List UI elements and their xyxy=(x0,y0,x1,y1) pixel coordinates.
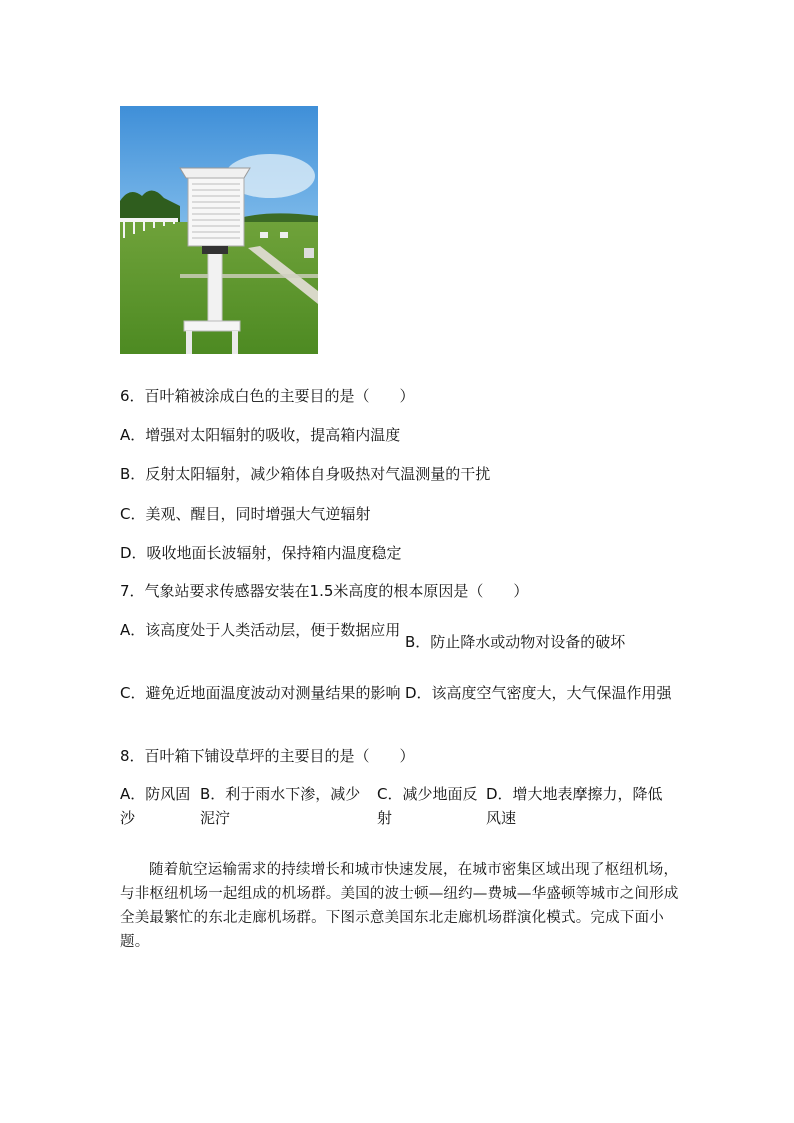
question-8-stem: 8．百叶箱下铺设草坪的主要目的是（ ） xyxy=(120,747,415,765)
question-6-option-b: B．反射太阳辐射，减少箱体自身吸热对气温测量的干扰 xyxy=(120,465,491,483)
question-6-option-c: C．美观、醒目，同时增强大气逆辐射 xyxy=(120,505,371,523)
question-7-option-c: C．避免近地面温度波动对测量结果的影响 xyxy=(120,684,401,702)
question-7-option-a: A．该高度处于人类活动层，便于数据应用 xyxy=(120,621,401,639)
question-6-option-d: D．吸收地面长波辐射，保持箱内温度稳定 xyxy=(120,544,402,562)
question-8-option-c: C．减少地面反射 xyxy=(377,785,478,827)
weather-station-photo xyxy=(120,106,318,354)
question-7-stem: 7．气象站要求传感器安装在1.5米高度的根本原因是（ ） xyxy=(120,582,529,600)
question-8-option-b: B．利于雨水下渗，减少泥泞 xyxy=(200,785,361,827)
question-6-stem: 6．百叶箱被涂成白色的主要目的是（ ） xyxy=(120,387,415,405)
weather-station-louvered-box-photo xyxy=(120,106,318,354)
question-8-option-d: D．增大地表摩擦力，降低风速 xyxy=(486,785,663,827)
question-7-option-d: D．该高度空气密度大，大气保温作用强 xyxy=(405,684,672,702)
reading-passage: 随着航空运输需求的持续增长和城市快速发展，在城市密集区域出现了枢纽机场，与非枢纽机场一起组成的机场群。美国的波士顿—纽约—费城—华盛顿等城市之间形成全美最繁忙的东北走廊机场群。下图示意美国东北走廊机场群演化模式。完成下面小题。 xyxy=(120,862,679,950)
question-8-option-a: A．防风固沙 xyxy=(120,785,191,827)
question-7-option-b: B．防止降水或动物对设备的破坏 xyxy=(405,633,626,651)
question-6-option-a: A．增强对太阳辐射的吸收，提高箱内温度 xyxy=(120,426,401,444)
